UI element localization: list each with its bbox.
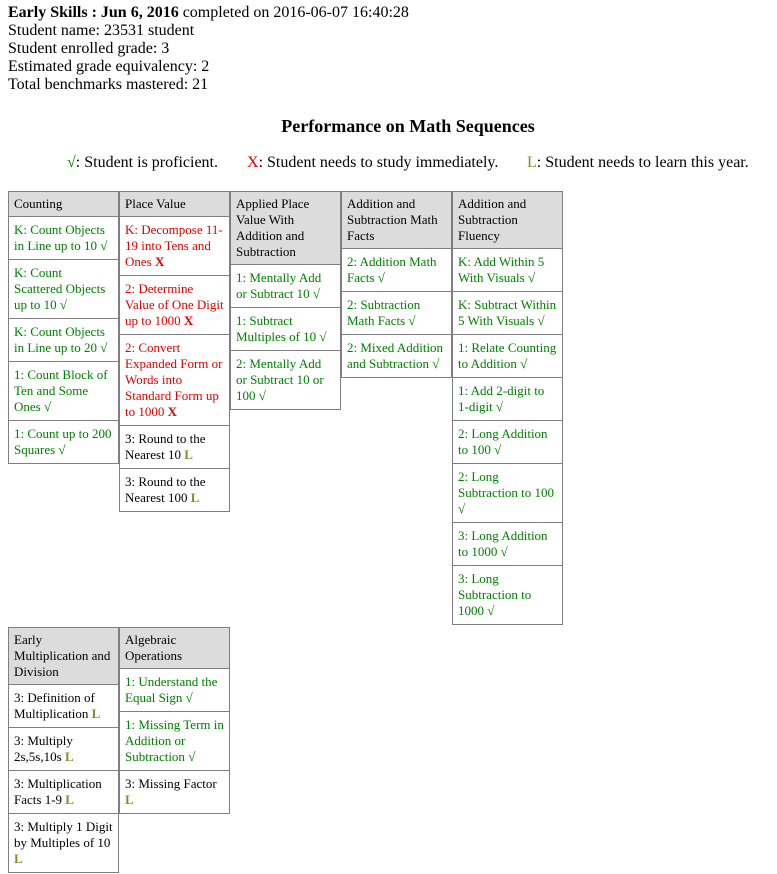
benchmark-label: 2: Convert Expanded Form or Words into Standard Form up to 1000: [125, 340, 223, 419]
l-icon: L: [14, 851, 23, 866]
benchmark-cell: [9, 362, 118, 421]
benchmark-label: K: Count Objects in Line up to 10: [14, 222, 105, 253]
benchmark-label: 1: Subtract Multiples of 10: [236, 313, 317, 344]
benchmark-label: 2: Addition Math Facts: [347, 254, 437, 285]
benchmark-label: 1: Add 2-digit to 1-digit: [458, 383, 545, 414]
check-icon: √: [524, 270, 536, 285]
benchmark-label: 2: Mentally Add or Subtract 10 or 100: [236, 356, 324, 403]
check-icon: √: [97, 238, 108, 253]
check-icon: √: [56, 297, 68, 312]
check-icon: √: [55, 442, 66, 457]
benchmark-cell: [342, 249, 451, 292]
check-icon: √: [516, 356, 528, 371]
legend-proficient-text: : Student is proficient.: [75, 154, 218, 171]
benchmark-label: 2: Determine Value of One Digit up to 1000: [125, 281, 224, 328]
benchmark-label: 2: Long Addition to 100: [458, 426, 548, 457]
sequence-column: [341, 191, 452, 378]
benchmark-cell: [120, 469, 229, 511]
sequence-header: Algebraic Operations: [120, 628, 229, 669]
benchmark-label: 1: Count up to 200 Squares: [14, 426, 112, 457]
benchmark-label: 2: Subtraction Math Facts: [347, 297, 421, 328]
benchmark-label: 3: Missing Factor: [125, 776, 217, 791]
sequence-header: Counting: [9, 192, 118, 217]
benchmark-cell: [453, 378, 562, 421]
enrolled-grade: Student enrolled grade: 3: [8, 40, 170, 57]
check-icon: √: [484, 603, 495, 618]
l-icon: L: [180, 447, 193, 462]
benchmark-cell: [342, 335, 451, 377]
check-icon: √: [492, 399, 504, 414]
benchmark-cell: [453, 464, 562, 523]
x-icon: X: [151, 254, 165, 269]
check-icon: √: [405, 313, 416, 328]
sequence-column: [119, 627, 230, 814]
grade-equivalency: Estimated grade equivalency: 2: [8, 58, 210, 75]
benchmark-cell: [453, 523, 562, 566]
legend-learn: [527, 154, 749, 172]
benchmark-label: 3: Long Addition to 1000: [458, 528, 548, 559]
check-icon: √: [490, 442, 502, 457]
check-icon: √: [184, 749, 196, 764]
check-icon: √: [97, 340, 108, 355]
check-icon: √: [40, 399, 52, 414]
benchmark-cell: [9, 319, 118, 362]
sequence-column: [8, 191, 119, 464]
benchmark-label: K: Add Within 5 With Visuals: [458, 254, 545, 285]
legend-study-text: : Student needs to study immediately.: [258, 154, 499, 171]
benchmark-cell: [9, 421, 118, 463]
check-icon: √: [255, 388, 266, 403]
l-icon: L: [61, 749, 74, 764]
benchmark-cell: [231, 351, 340, 409]
check-icon: √: [534, 313, 545, 328]
benchmark-cell: [342, 292, 451, 335]
benchmark-cell: [120, 217, 229, 276]
benchmark-cell: [453, 566, 562, 624]
benchmark-cell: [9, 814, 118, 872]
benchmark-cell: [9, 685, 118, 728]
check-icon: √: [497, 544, 508, 559]
sequence-header: Early Multiplication and Division: [9, 628, 118, 685]
benchmark-label: 1: Count Block of Ten and Some Ones: [14, 367, 108, 414]
x-icon: X: [164, 404, 178, 419]
benchmark-label: 3: Multiply 1 Digit by Multiples of 10: [14, 819, 113, 850]
benchmark-label: 3: Round to the Nearest 10: [125, 431, 206, 462]
l-icon: L: [62, 792, 74, 807]
assessment-line: [8, 4, 409, 22]
benchmark-cell: [120, 771, 229, 813]
x-icon: X: [180, 313, 194, 328]
check-icon: √: [309, 286, 321, 301]
l-icon: L: [527, 154, 537, 171]
report-header: [8, 4, 409, 94]
student-name: Student name: 23531 student: [8, 22, 195, 39]
sequence-header: Addition and Subtraction Math Facts: [342, 192, 451, 249]
benchmark-cell: [453, 421, 562, 464]
sequence-header: Applied Place Value With Addition and Subtraction: [231, 192, 340, 265]
benchmark-cell: [120, 669, 229, 712]
sequence-column: [230, 191, 341, 410]
assessment-name: Early Skills : Jun 6, 2016: [8, 4, 179, 21]
check-icon: √: [458, 501, 466, 516]
page-title: Performance on Math Sequences: [281, 116, 535, 136]
benchmark-label: 3: Definition of Multiplication: [14, 690, 95, 721]
benchmark-cell: [9, 260, 118, 319]
l-icon: L: [88, 706, 101, 721]
legend-learn-text: : Student needs to learn this year.: [536, 154, 749, 171]
legend-proficient: [67, 154, 218, 172]
benchmark-label: 3: Multiply 2s,5s,10s: [14, 733, 73, 764]
x-icon: X: [247, 154, 259, 171]
benchmark-cell: [231, 265, 340, 308]
check-icon: √: [374, 270, 385, 285]
check-icon: √: [428, 356, 440, 371]
benchmark-label: 3: Multiplication Facts 1-9: [14, 776, 102, 807]
benchmark-cell: [120, 712, 229, 771]
benchmarks-mastered: Total benchmarks mastered: 21: [8, 76, 209, 93]
benchmark-cell: [120, 335, 229, 426]
benchmark-cell: [9, 728, 118, 771]
benchmark-label: 1: Mentally Add or Subtract 10: [236, 270, 322, 301]
benchmark-cell: [453, 292, 562, 335]
benchmark-label: K: Subtract Within 5 With Visuals: [458, 297, 557, 328]
sequence-header: Addition and Subtraction Fluency: [453, 192, 562, 249]
sequence-column: [8, 627, 119, 873]
benchmark-cell: [453, 335, 562, 378]
benchmark-label: 1: Relate Counting to Addition: [458, 340, 557, 371]
sequence-column: [119, 191, 230, 512]
benchmark-cell: [9, 217, 118, 260]
benchmark-cell: [453, 249, 562, 292]
sequence-column: [452, 191, 563, 625]
l-icon: L: [187, 490, 200, 505]
benchmark-label: 2: Mixed Addition and Subtraction: [347, 340, 444, 371]
check-icon: √: [316, 329, 327, 344]
benchmark-label: 3: Round to the Nearest 100: [125, 474, 206, 505]
l-icon: L: [125, 792, 134, 807]
completed-date: completed on 2016-06-07 16:40:28: [178, 4, 409, 21]
benchmark-label: K: Count Scattered Objects up to 10: [14, 265, 106, 312]
benchmark-label: K: Count Objects in Line up to 20: [14, 324, 105, 355]
benchmark-label: 1: Missing Term in Addition or Subtraction: [125, 717, 224, 764]
check-icon: √: [182, 690, 193, 705]
benchmark-label: K: Decompose 11-19 into Tens and Ones: [125, 222, 223, 269]
benchmark-cell: [120, 276, 229, 335]
benchmark-label: 1: Understand the Equal Sign: [125, 674, 218, 705]
check-icon: √: [67, 154, 76, 171]
benchmark-cell: [9, 771, 118, 814]
benchmark-cell: [231, 308, 340, 351]
sequence-header: Place Value: [120, 192, 229, 217]
benchmark-cell: [120, 426, 229, 469]
benchmark-label: 2: Long Subtraction to 100: [458, 469, 555, 500]
benchmark-label: 3: Long Subtraction to 1000: [458, 571, 532, 618]
legend-study: [247, 154, 498, 172]
